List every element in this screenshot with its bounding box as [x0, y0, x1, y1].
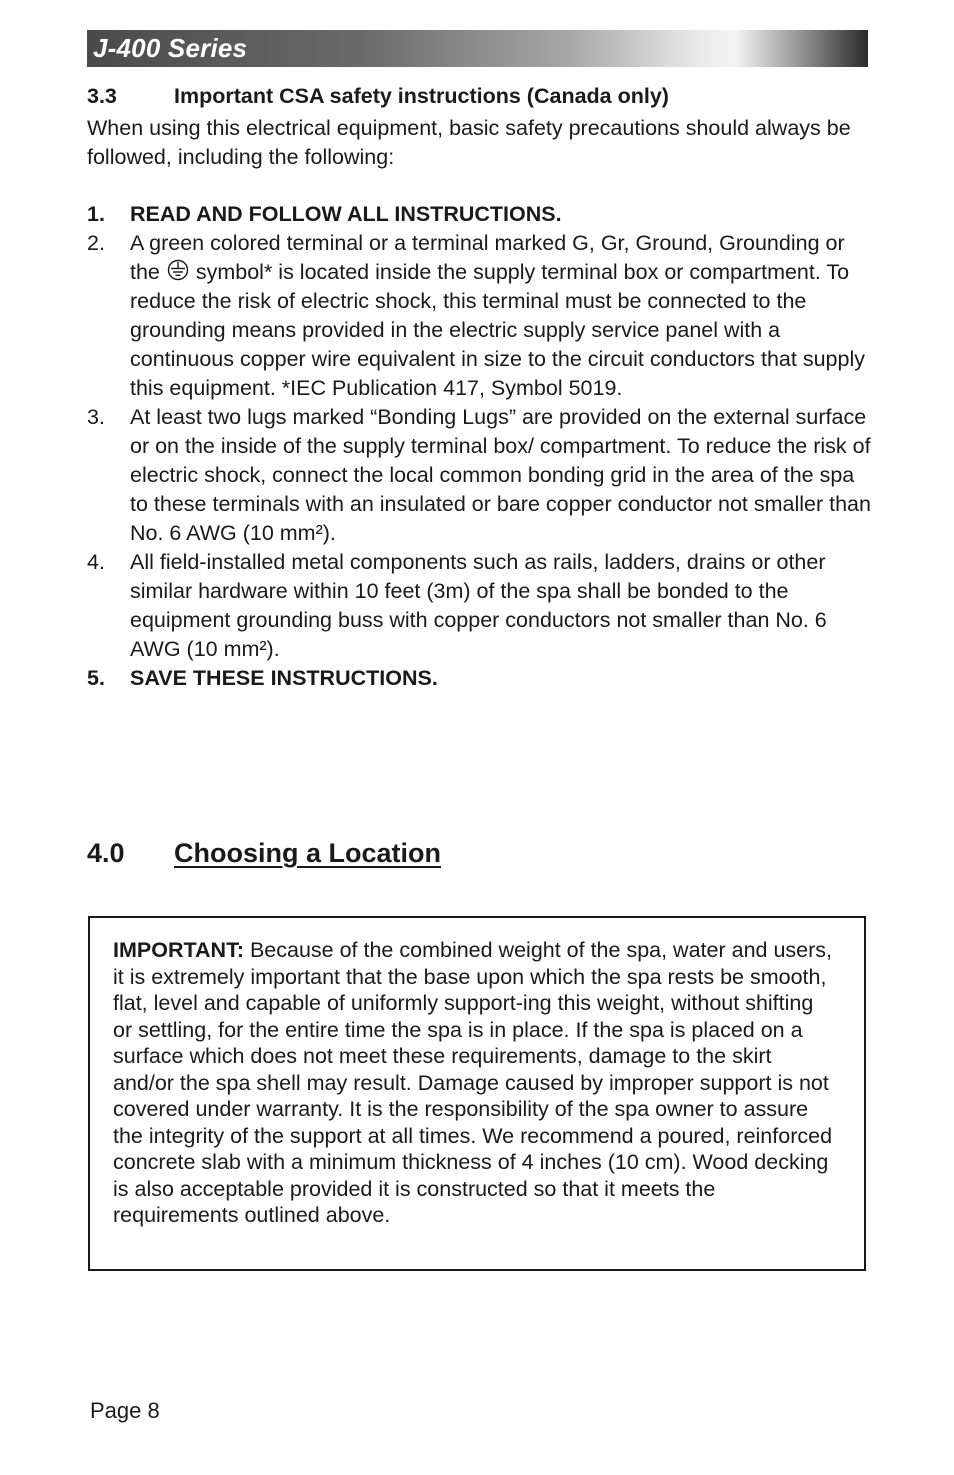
list-item [87, 548, 872, 664]
list-item-number: 3. [87, 405, 105, 429]
safety-instructions-list [87, 200, 872, 693]
list-item-text: At least two lugs marked “Bonding Lugs” are provided on the external surface or on the inside of the supply terminal box/ compartment. To reduce the risk of electric shock, connect the local common bonding grid in the area of the spa to these terminals with an insulated or bare copper conductor not smaller than No. 6 AWG (10 mm²). [130, 405, 871, 545]
list-item-text: All field-installed metal components such as rails, ladders, drains or other similar hardware within 10 feet (3m) of the spa shall be bonded to the equipment grounding buss with copper conductors not smaller than No. 6 AWG (10 mm²). [130, 550, 827, 661]
ground-symbol-icon [167, 259, 189, 281]
series-title: J-400 Series [93, 33, 248, 63]
list-item-text: SAVE THESE INSTRUCTIONS. [130, 666, 438, 690]
important-notice-text [113, 937, 833, 1229]
section-3-3-title: Important CSA safety instructions (Canada only) [174, 84, 669, 108]
list-item-text-before: A green colored terminal or a terminal marked G, Gr, Ground, Grounding or the [130, 231, 845, 284]
page-number: Page 8 [90, 1398, 160, 1423]
important-notice-box [88, 916, 866, 1271]
list-item [87, 664, 872, 693]
important-label: IMPORTANT: [113, 938, 244, 962]
section-4-0-heading [87, 838, 441, 869]
section-4-0-title: Choosing a Location [174, 838, 441, 868]
list-item-number: 1. [87, 202, 105, 226]
important-body: Because of the combined weight of the spa, water and users, it is extremely important that the base upon which the spa rests be smooth, flat, level and capable of uniformly support-ing this weight, without shifting or settling, for the entire time the spa is in place. If the spa is placed on a surface which does not meet these requirements, damage to the skirt and/or the spa shell may result. Damage caused by improper support is not covered under warranty. It is the responsibility of the spa owner to assure the integrity of the support at all times. We recommend a poured, reinforced concrete slab with a minimum thickness of 4 inches (10 cm). Wood decking is also acceptable provided it is constructed so that it meets the requirements outlined above. [113, 938, 833, 1227]
list-item-number: 5. [87, 666, 105, 690]
list-item-text: READ AND FOLLOW ALL INSTRUCTIONS. [130, 202, 562, 226]
list-item-text-after: symbol* is located inside the supply terminal box or compartment. To reduce the risk of electric shock, this terminal must be connected to the grounding means provided in the electric supply service panel with a continuous copper wire equivalent in size to the circuit conductors that supply this equipment. *IEC Publication 417, Symbol 5019. [130, 260, 865, 400]
section-4-0-number: 4.0 [87, 838, 125, 868]
header-bar [87, 30, 868, 67]
list-item [87, 229, 872, 403]
list-item [87, 200, 872, 229]
section-3-3-number: 3.3 [87, 84, 117, 108]
list-item-number: 4. [87, 550, 105, 574]
section-3-3-heading [87, 84, 669, 109]
section-3-3-intro: When using this electrical equipment, basic safety precautions should always be followed, including the following: [87, 116, 851, 169]
list-item [87, 403, 872, 548]
list-item-number: 2. [87, 231, 105, 255]
